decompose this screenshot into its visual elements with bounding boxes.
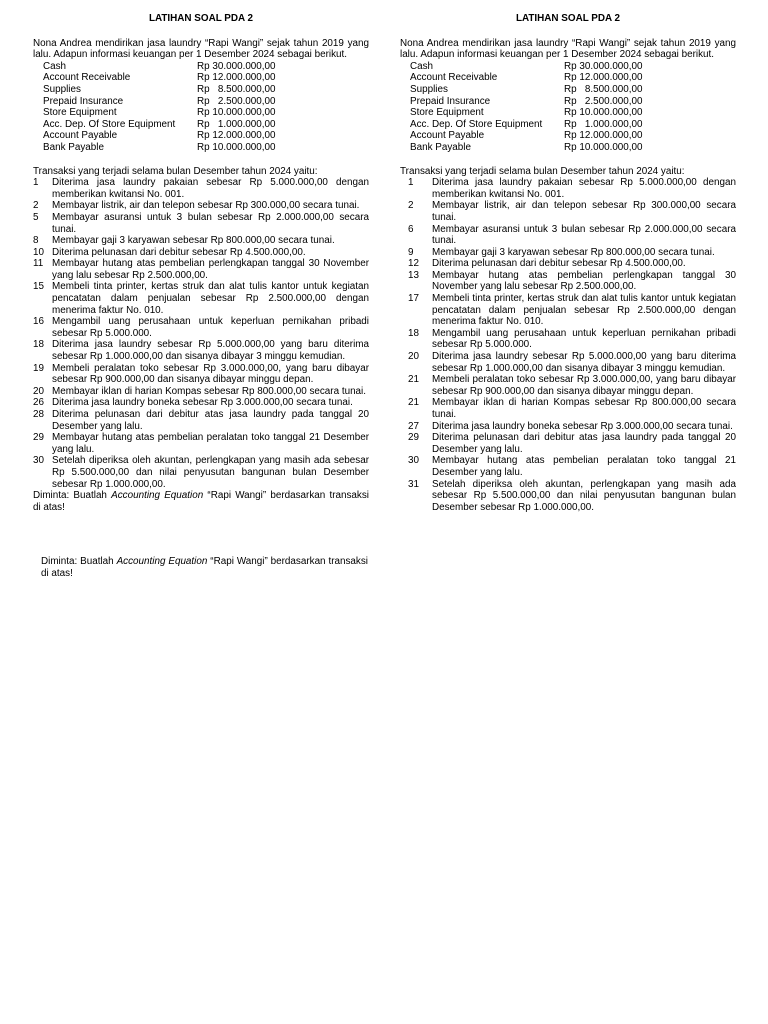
transaction-item — [400, 374, 736, 397]
account-name: Supplies — [410, 83, 448, 95]
account-amount: Rp 30.000.000,00 — [197, 60, 276, 72]
account-amount: Rp 30.000.000,00 — [564, 60, 643, 72]
account-row — [410, 107, 643, 119]
transaction-date: 8 — [33, 235, 39, 247]
transaction-text: Diterima jasa laundry pakaian sebesar Rp 5.000.000,00 dengan memberikan kwitansi No. 001. — [52, 177, 369, 200]
intro-paragraph: Nona Andrea mendirikan jasa laundry “Rapi Wangi” sejak tahun 2019 yang lalu. Adapun informasi keuangan per 1 Desember 2024 sebagai berikut. — [33, 37, 369, 61]
transaction-date: 13 — [408, 269, 419, 281]
account-row — [43, 72, 276, 84]
transaction-list — [400, 177, 736, 513]
transaction-text: Membayar listrik, air dan telepon sebesar Rp 300.000,00 secara tunai. — [52, 200, 360, 212]
transaction-date: 20 — [33, 385, 44, 397]
transaction-date: 30 — [33, 455, 44, 467]
transaction-date: 18 — [408, 327, 419, 339]
transaction-date: 21 — [408, 397, 419, 409]
transaction-item — [400, 270, 736, 293]
transaction-item — [33, 409, 369, 432]
right-column — [400, 13, 736, 513]
transaction-text: Membayar iklan di harian Kompas sebesar Rp 800.000,00 secara tunai. — [432, 397, 736, 420]
transaction-item — [33, 200, 369, 212]
transaction-item — [33, 455, 369, 490]
account-name: Cash — [410, 60, 434, 72]
transaction-text: Membayar hutang atas pembelian perlengkapan tanggal 30 November yang lalu sebesar Rp 2.500.000,00. — [52, 258, 369, 281]
transaction-text: Diterima jasa laundry pakaian sebesar Rp 5.000.000,00 dengan memberikan kwitansi No. 001. — [432, 177, 736, 200]
transaction-item — [400, 247, 736, 259]
account-amount: Rp 8.500.000,00 — [564, 83, 643, 95]
transaction-text: Membayar hutang atas pembelian peralatan toko tanggal 21 Desember yang lalu. — [52, 432, 369, 455]
transaction-text: Membeli tinta printer, kertas struk dan alat tulis kantor untuk kegiatan pencatatan dalam penjualan sebesar Rp 2.500.000,00 dengan menerima faktur No. 010. — [52, 281, 369, 316]
account-balance-table — [410, 61, 643, 154]
transaction-text: Mengambil uang perusahaan untuk keperluan pernikahan pribadi sebesar Rp 5.000.000. — [432, 327, 736, 351]
account-row — [43, 119, 276, 131]
transaction-date: 16 — [33, 316, 44, 328]
transaction-list — [33, 177, 369, 490]
transaction-date: 27 — [408, 420, 419, 432]
transaction-text: Membayar asuransi untuk 3 bulan sebesar Rp 2.000.000,00 secara tunai. — [52, 211, 369, 235]
transaction-date: 5 — [33, 211, 39, 223]
transactions-heading: Transaksi yang terjadi selama bulan Desember tahun 2024 yaitu: — [33, 165, 318, 177]
transaction-item — [33, 177, 369, 200]
transaction-item — [33, 281, 369, 316]
transaction-item — [400, 200, 736, 223]
transaction-text: Diterima pelunasan dari debitur sebesar Rp 4.500.000,00. — [52, 246, 306, 258]
transaction-item — [33, 363, 369, 386]
transaction-text: Diterima jasa laundry boneka sebesar Rp 3.000.000,00 secara tunai. — [52, 397, 353, 409]
transaction-date: 30 — [408, 455, 419, 467]
transaction-date: 1 — [33, 177, 39, 189]
transaction-date: 19 — [33, 362, 44, 374]
transaction-date: 31 — [408, 478, 419, 490]
account-name: Store Equipment — [410, 107, 484, 119]
transaction-item — [33, 316, 369, 339]
account-row — [43, 84, 276, 96]
transaction-text: Setelah diperiksa oleh akuntan, perlengkapan yang masih ada sebesar Rp 5.500.000,00 dan nilai penyusutan bangunan bulan Desember sebesar Rp 1.000.000,00. — [432, 478, 736, 513]
request-emphasis: Accounting Equation — [116, 556, 208, 567]
account-amount: Rp 12.000.000,00 — [197, 72, 276, 84]
account-name: Account Receivable — [410, 72, 498, 84]
transaction-item — [33, 212, 369, 235]
account-row — [43, 142, 276, 154]
transaction-text: Membeli peralatan toko sebesar Rp 3.000.000,00, yang baru dibayar sebesar Rp 900.000,00 dan sisanya dibayar minggu depan. — [432, 374, 736, 397]
transaction-text: Membayar iklan di harian Kompas sebesar Rp 800.000,00 secara tunai. — [52, 385, 366, 397]
account-name: Supplies — [43, 83, 81, 95]
transaction-item — [400, 455, 736, 478]
account-row — [410, 142, 643, 154]
transaction-item — [400, 328, 736, 351]
transaction-text: Diterima jasa laundry sebesar Rp 5.000.000,00 yang baru diterima sebesar Rp 1.000.000,00 dan sisanya dibayar 3 minggu kemudian. — [432, 351, 736, 374]
transaction-item — [400, 224, 736, 247]
account-name: Account Receivable — [43, 72, 131, 84]
account-amount: Rp 10.000.000,00 — [564, 141, 643, 153]
request-suffix: “Rapi Wangi” berdasarkan transaksi di atas! — [41, 556, 368, 579]
account-row — [43, 61, 276, 73]
transaction-text: Mengambil uang perusahaan untuk keperluan pernikahan pribadi sebesar Rp 5.000.000. — [52, 316, 369, 339]
transaction-date: 10 — [33, 246, 44, 258]
transaction-date: 2 — [408, 200, 414, 212]
transaction-date: 28 — [33, 409, 44, 420]
account-amount: Rp 8.500.000,00 — [197, 83, 276, 95]
page-title: LATIHAN SOAL PDA 2 — [515, 13, 621, 24]
account-row — [410, 84, 643, 96]
transaction-text: Setelah diperiksa oleh akuntan, perlengkapan yang masih ada sebesar Rp 5.500.000,00 dan nilai penyusutan bangunan bulan Desember sebesar Rp 1.000.000,00. — [52, 455, 369, 490]
request-statement — [33, 490, 369, 513]
transaction-text: Membayar gaji 3 karyawan sebesar Rp 800.000,00 secara tunai. — [432, 246, 715, 258]
account-row — [43, 96, 276, 108]
request-statement-secondary — [41, 556, 368, 579]
account-amount: Rp 1.000.000,00 — [564, 118, 643, 130]
request-suffix: “Rapi Wangi” berdasarkan transaksi di atas! — [33, 490, 369, 513]
transactions-heading: Transaksi yang terjadi selama bulan Desember tahun 2024 yaitu: — [400, 165, 685, 177]
transaction-text: Membayar gaji 3 karyawan sebesar Rp 800.000,00 secara tunai. — [52, 235, 335, 247]
transaction-text: Membeli peralatan toko sebesar Rp 3.000.000,00, yang baru dibayar sebesar Rp 900.000,00 dan sisanya dibayar minggu depan. — [52, 362, 369, 386]
account-row — [43, 130, 276, 142]
transaction-item — [400, 479, 736, 514]
transaction-item — [33, 247, 369, 259]
transaction-text: Diterima jasa laundry sebesar Rp 5.000.000,00 yang baru diterima sebesar Rp 1.000.000,00 dan sisanya dibayar 3 minggu kemudian. — [52, 339, 369, 363]
transaction-date: 21 — [408, 374, 419, 386]
account-amount: Rp 2.500.000,00 — [564, 95, 643, 107]
transaction-date: 12 — [408, 258, 419, 270]
account-row — [410, 96, 643, 108]
page-title: LATIHAN SOAL PDA 2 — [148, 13, 254, 24]
request-emphasis: Accounting Equation — [111, 490, 204, 502]
account-amount: Rp 10.000.000,00 — [197, 141, 276, 153]
account-name: Prepaid Insurance — [410, 95, 491, 107]
account-name: Account Payable — [410, 130, 485, 142]
transaction-date: 17 — [408, 293, 419, 305]
transaction-date: 1 — [408, 177, 414, 189]
account-name: Bank Payable — [410, 141, 471, 153]
account-name: Acc. Dep. Of Store Equipment — [43, 118, 176, 130]
transaction-item — [33, 397, 369, 409]
transaction-item — [33, 432, 369, 455]
account-row — [410, 61, 643, 73]
left-column — [33, 13, 369, 513]
account-amount: Rp 1.000.000,00 — [197, 118, 276, 130]
transaction-item — [33, 258, 369, 281]
account-name: Acc. Dep. Of Store Equipment — [410, 118, 543, 130]
transaction-date: 26 — [33, 397, 44, 409]
transaction-date: 18 — [33, 339, 44, 351]
transaction-date: 29 — [408, 432, 419, 444]
transaction-text: Membayar hutang atas pembelian peralatan toko tanggal 21 Desember yang lalu. — [432, 455, 736, 478]
account-amount: Rp 2.500.000,00 — [197, 95, 276, 107]
account-name: Cash — [43, 60, 67, 72]
account-amount: Rp 12.000.000,00 — [564, 130, 643, 142]
transaction-date: 20 — [408, 351, 419, 363]
transaction-text: Membayar listrik, air dan telepon sebesar Rp 300.000,00 secara tunai. — [432, 200, 736, 223]
account-name: Store Equipment — [43, 107, 117, 119]
intro-paragraph: Nona Andrea mendirikan jasa laundry “Rapi Wangi” sejak tahun 2019 yang lalu. Adapun informasi keuangan per 1 Desember 2024 sebagai berikut. — [400, 37, 736, 61]
transaction-text: Membeli tinta printer, kertas struk dan alat tulis kantor untuk kegiatan pencatatan dalam penjualan sebesar Rp 2.500.000,00 dengan menerima faktur No. 010. — [432, 293, 736, 328]
transaction-text: Diterima jasa laundry boneka sebesar Rp 3.000.000,00 secara tunai. — [432, 420, 733, 432]
account-amount: Rp 12.000.000,00 — [197, 130, 276, 142]
transaction-date: 29 — [33, 432, 44, 444]
account-row — [410, 130, 643, 142]
transaction-item — [400, 293, 736, 328]
transaction-item — [400, 258, 736, 270]
transaction-text: Membayar asuransi untuk 3 bulan sebesar Rp 2.000.000,00 secara tunai. — [432, 223, 736, 247]
account-name: Bank Payable — [43, 141, 104, 153]
transaction-item — [400, 397, 736, 420]
transaction-text: Diterima pelunasan dari debitur atas jasa laundry pada tanggal 20 Desember yang lalu. — [432, 432, 736, 455]
account-row — [43, 107, 276, 119]
account-name: Account Payable — [43, 130, 118, 142]
transaction-date: 9 — [408, 246, 414, 258]
transaction-item — [33, 339, 369, 362]
transaction-date: 11 — [33, 258, 44, 270]
account-amount: Rp 10.000.000,00 — [564, 107, 643, 119]
transaction-text: Diterima pelunasan dari debitur sebesar Rp 4.500.000,00. — [432, 258, 686, 270]
account-amount: Rp 12.000.000,00 — [564, 72, 643, 84]
account-row — [410, 72, 643, 84]
account-row — [410, 119, 643, 131]
transaction-item — [400, 351, 736, 374]
transaction-item — [400, 421, 736, 433]
transaction-date: 6 — [408, 223, 414, 235]
transaction-item — [33, 235, 369, 247]
transaction-item — [33, 386, 369, 398]
account-balance-table — [43, 61, 276, 154]
request-prefix: Diminta: Buatlah — [41, 556, 117, 567]
account-amount: Rp 10.000.000,00 — [197, 107, 276, 119]
transaction-item — [400, 432, 736, 455]
transaction-text: Diterima pelunasan dari debitur atas jasa laundry pada tanggal 20 Desember yang lalu. — [52, 409, 369, 432]
account-name: Prepaid Insurance — [43, 95, 124, 107]
request-prefix: Diminta: Buatlah — [33, 490, 112, 502]
transaction-date: 15 — [33, 281, 44, 293]
transaction-text: Membayar hutang atas pembelian perlengkapan tanggal 30 November yang lalu sebesar Rp 2.500.000,00. — [432, 269, 736, 293]
transaction-item — [400, 177, 736, 200]
transaction-date: 2 — [33, 200, 39, 212]
